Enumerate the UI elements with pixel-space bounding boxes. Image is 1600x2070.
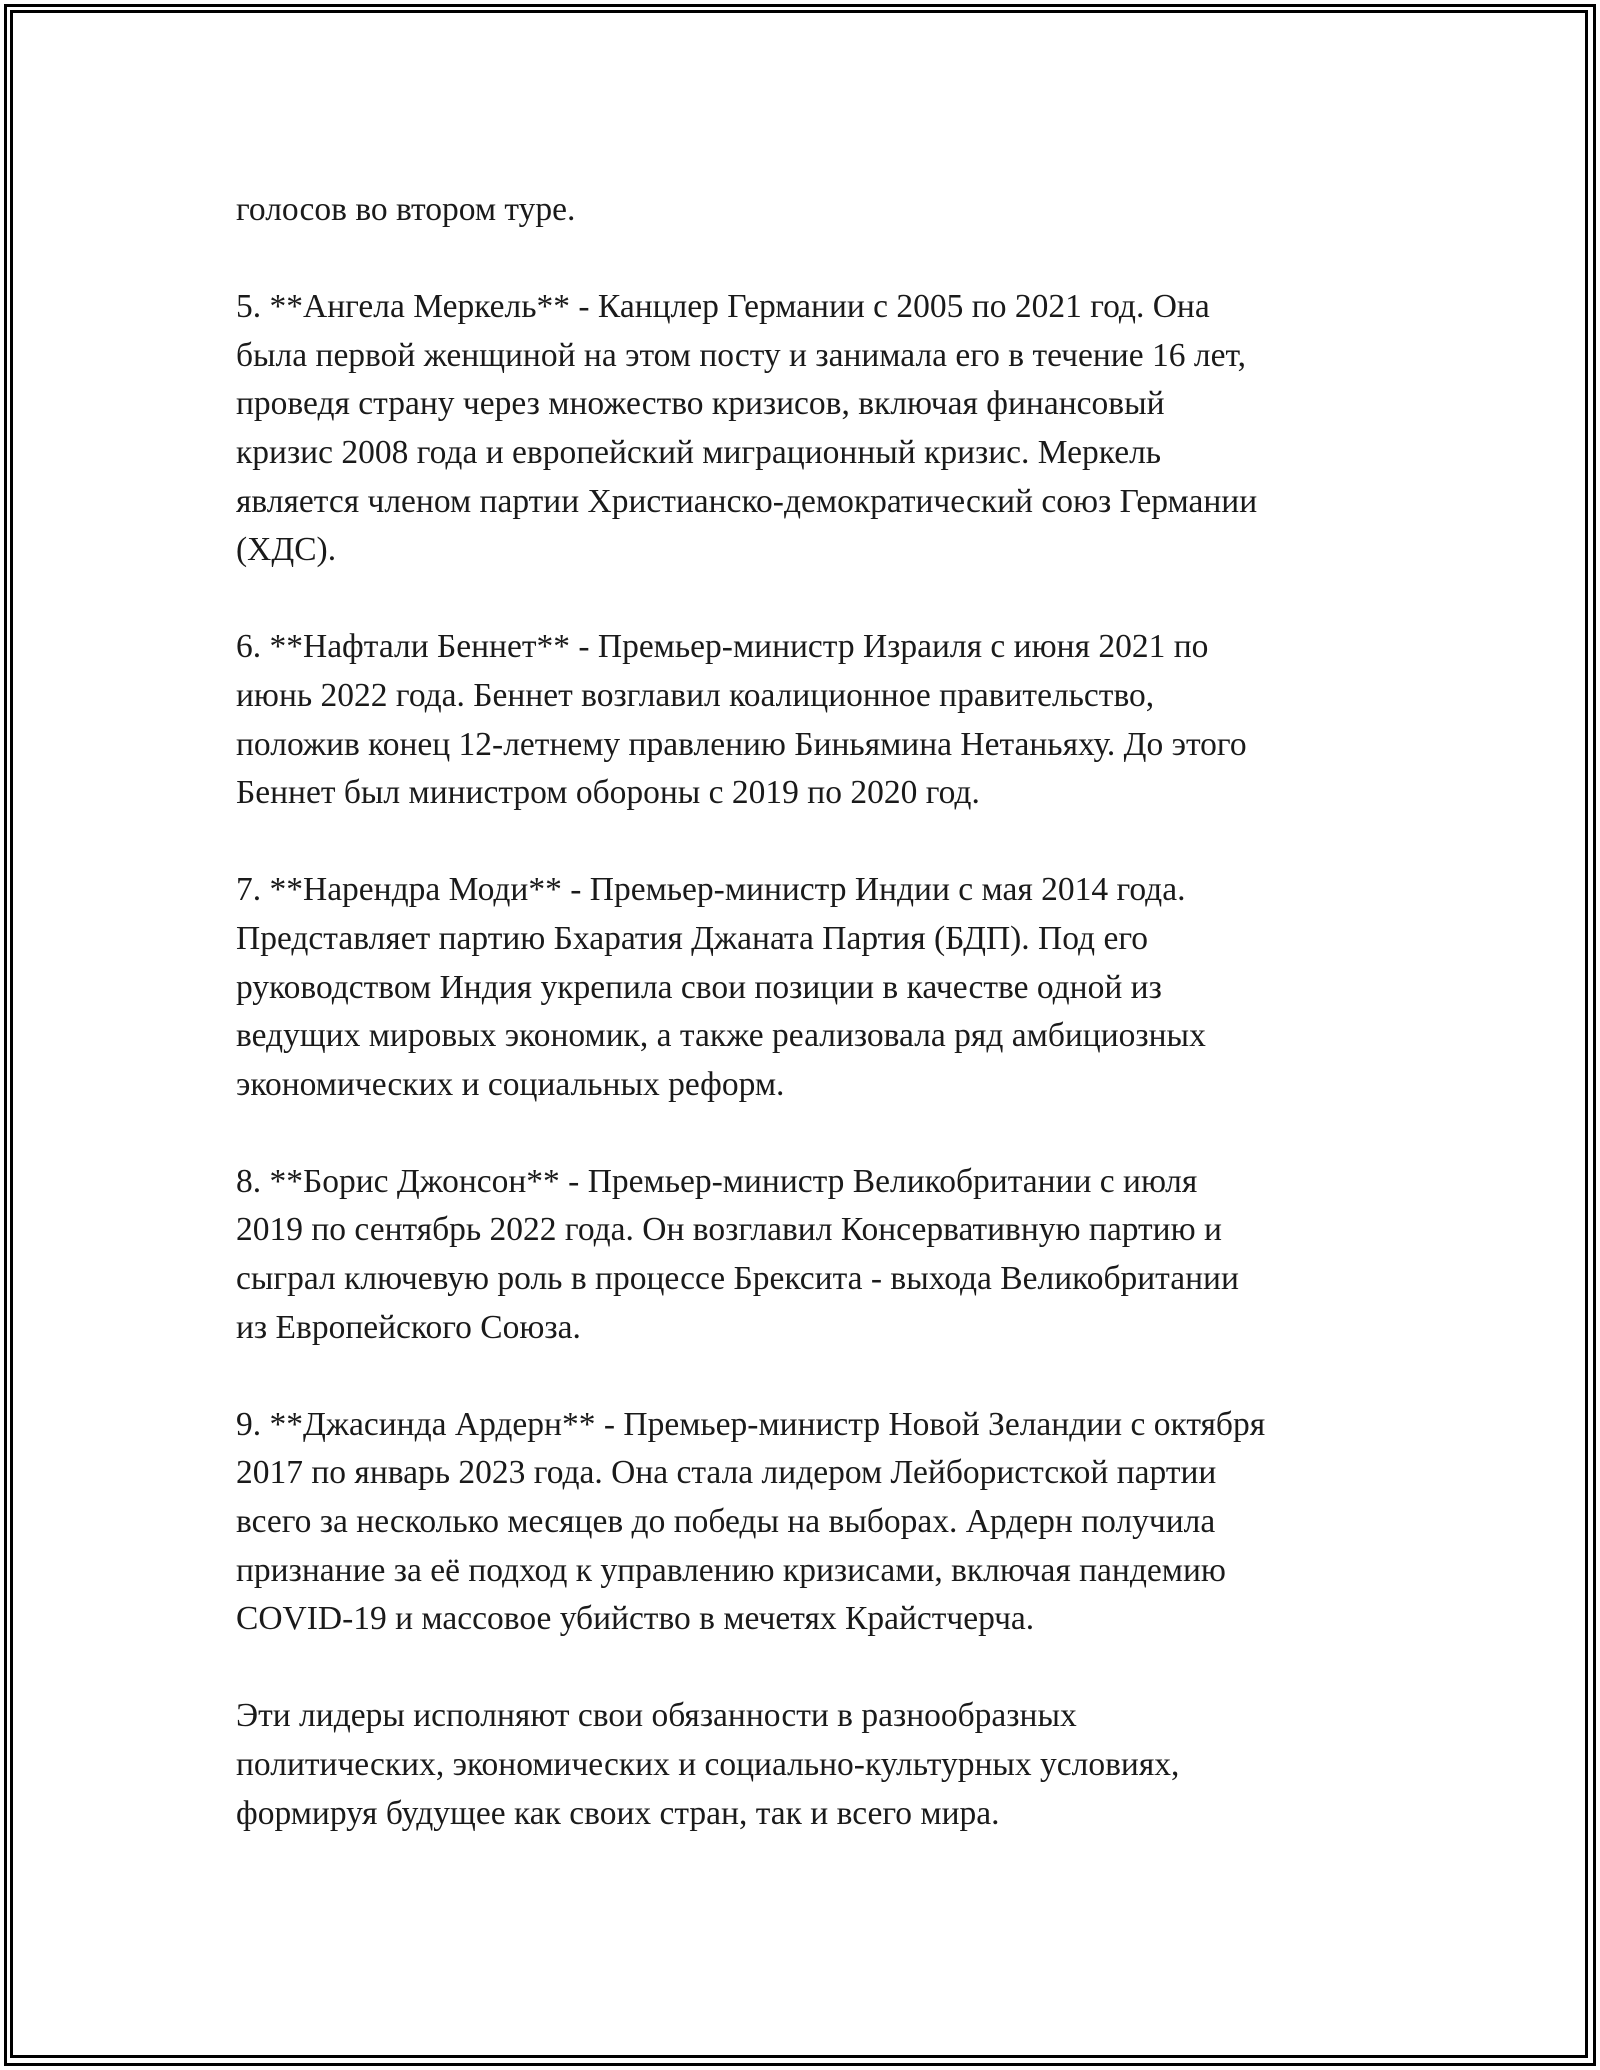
list-item-merkel: 5. **Ангела Меркель** - Канцлер Германии с 2005 по 2021 год. Она была первой женщиной на этом посту и занимала его в течение 16 лет, проведя страну через множество кризисов, включая финансовый кризис 2008 года и европейский миграционный кризис. Меркель является членом партии Христианско-демократический союз Германии (ХДС). <box>236 288 1258 569</box>
list-item-johnson: 8. **Борис Джонсон** - Премьер-министр Великобритании с июля 2019 по сентябрь 2022 года. Он возглавил Консервативную партию и сыграл ключевую роль в процессе Брексита - выхода Великобритании из Европейского Союза. <box>236 1162 1239 1346</box>
list-item-ardern: 9. **Джасинда Ардерн** - Премьер-министр Новой Зеландии с октября 2017 по январь 2023 года. Она стала лидером Лейбористской партии всего за несколько месяцев до победы на выборах. Ардерн получила признание за её подход к управлению кризисами, включая пандемию COVID-19 и массовое убийство в мечетях Крайстчерча. <box>236 1405 1266 1638</box>
list-item-bennett: 6. **Нафтали Беннет** - Премьер-министр Израиля с июня 2021 по июнь 2022 года. Беннет возглавил коалиционное правительство, положив конец 12-летнему правлению Биньямина Нетаньяху. До этого Беннет был министром обороны с 2019 по 2020 год. <box>236 628 1247 812</box>
paragraph-continuation: голосов во втором туре. <box>236 191 576 228</box>
list-item-modi: 7. **Нарендра Моди** - Премьер-министр Индии с мая 2014 года. Представляет партию Бхаратия Джаната Партия (БДП). Под его руководством Индия укрепила свои позиции в качестве одной из ведущих мировых экономик, а также реализовала ряд амбициозных экономических и социальных реформ. <box>236 871 1206 1103</box>
paragraph-conclusion: Эти лидеры исполняют свои обязанности в разнообразных политических, экономических и социально-культурных условиях, формируя будущее как своих стран, так и всего мира. <box>236 1697 1180 1832</box>
document-body <box>236 186 1376 1887</box>
